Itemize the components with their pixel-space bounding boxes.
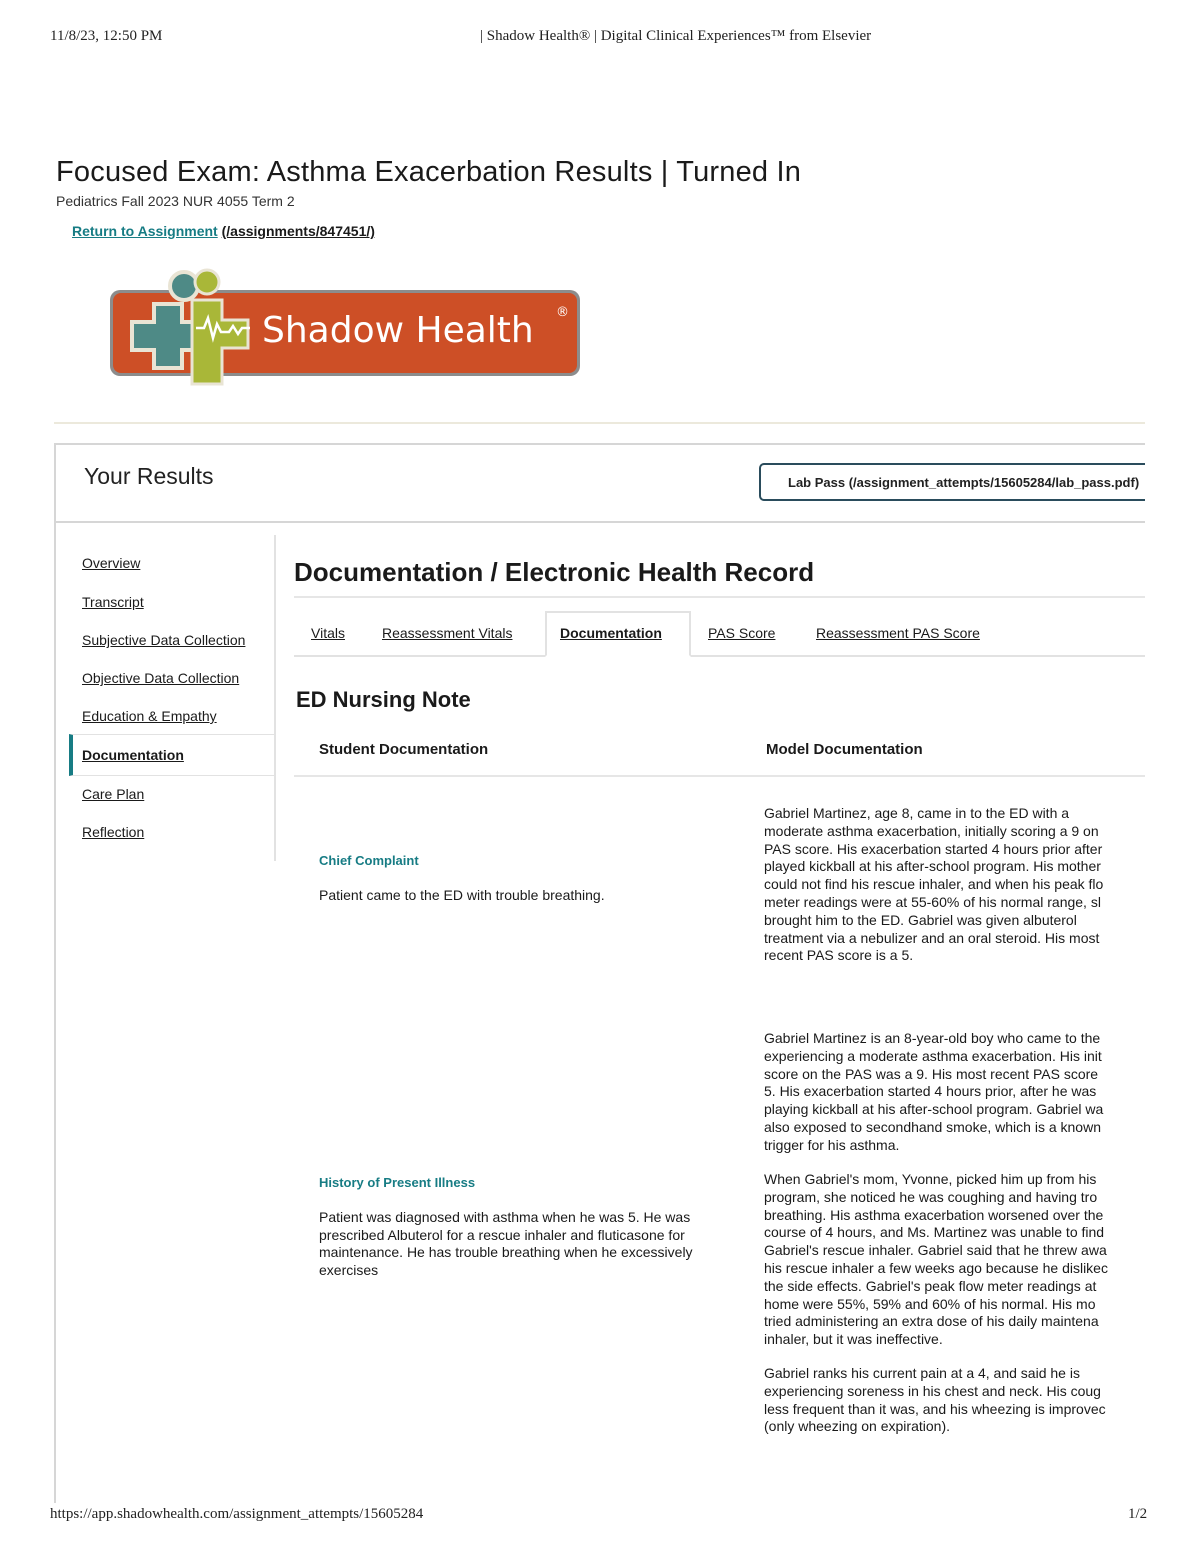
model-line: less frequent than it was, and his wheezing is improvec: [764, 1400, 1106, 1417]
print-url: https://app.shadowhealth.com/assignment_attempts/15605284: [50, 1506, 424, 1522]
hpi-student-text: Patient was diagnosed with asthma when he was 5. He was prescribed Albuterol for a rescue inhaler and fluticasone for maintenance. He has trouble breathing when he excessively exercises: [319, 1209, 693, 1278]
sidebar-item-education-empathy[interactable]: Education & Empathy: [82, 708, 217, 724]
chief-complaint-model-text: [764, 805, 1145, 965]
model-line: PAS score. His exacerbation started 4 hours prior after: [764, 840, 1103, 857]
hpi-model-paragraph-2: [764, 1171, 1145, 1349]
sidebar-item-overview[interactable]: Overview: [82, 555, 141, 571]
sidebar-item-objective-data-collection[interactable]: Objective Data Collection: [82, 670, 240, 686]
model-line: course of 4 hours, and Ms. Martinez was unable to find: [764, 1224, 1105, 1241]
model-line: recent PAS score is a 5.: [764, 947, 914, 964]
model-line: brought him to the ED. Gabriel was given albuterol: [764, 911, 1077, 928]
divider: [294, 775, 1145, 777]
tab-reassessment-vitals[interactable]: Reassessment Vitals: [382, 625, 513, 641]
hpi-label: History of Present Illness: [319, 1175, 476, 1190]
sidebar-item-documentation[interactable]: Documentation: [82, 747, 184, 763]
shadow-health-logo: [104, 268, 586, 396]
model-line: Gabriel Martinez is an 8-year-old boy who came to the: [764, 1030, 1101, 1046]
documentation-title: Documentation / Electronic Health Record: [294, 557, 815, 587]
section-title: ED Nursing Note: [296, 687, 471, 712]
model-line: score on the PAS was a 9. His most recent PAS score: [764, 1065, 1099, 1082]
sidebar-item-subjective-data-collection[interactable]: Subjective Data Collection: [82, 632, 246, 648]
model-line: meter readings were at 55-60% of his normal range, sl: [764, 893, 1101, 910]
sidebar-item-reflection[interactable]: Reflection: [82, 824, 145, 840]
model-line: When Gabriel's mom, Yvonne, picked him up from his: [764, 1171, 1097, 1187]
model-line: playing kickball at his after-school program. Gabriel wa: [764, 1101, 1104, 1118]
tab-pas-score[interactable]: PAS Score: [708, 625, 776, 641]
model-line: experiencing soreness in his chest and neck. His coug: [764, 1382, 1101, 1399]
model-line: also exposed to secondhand smoke, which is a known: [764, 1118, 1101, 1135]
model-line: treatment via a nebulizer and an oral steroid. His most: [764, 929, 1100, 946]
chief-complaint-student-text: Patient came to the ED with trouble breathing.: [319, 887, 605, 903]
return-to-assignment: [72, 223, 375, 239]
results-title: Your Results: [84, 463, 214, 489]
model-line: Gabriel Martinez, age 8, came in to the ED with a: [764, 805, 1070, 821]
tab-reassessment-pas-score[interactable]: Reassessment PAS Score: [816, 625, 980, 641]
model-line: 5. His exacerbation started 4 hours prior, after he was: [764, 1083, 1097, 1100]
model-line: Gabriel ranks his current pain at a 4, and said he is: [764, 1365, 1080, 1381]
model-line: experiencing a moderate asthma exacerbation. His init: [764, 1047, 1102, 1064]
model-line: trigger for his asthma.: [764, 1136, 900, 1153]
model-line: could not find his rescue inhaler, and when his peak flo: [764, 876, 1104, 893]
return-to-assignment-link[interactable]: Return to Assignment: [72, 223, 218, 239]
results-panel: [54, 443, 1145, 1503]
column-header-model: Model Documentation: [766, 741, 923, 758]
results-header: [56, 445, 1145, 523]
model-line: moderate asthma exacerbation, initially scoring a 9 on: [764, 822, 1099, 839]
print-date: 11/8/23, 12:50 PM: [50, 28, 163, 44]
hpi-model-paragraph-1: [764, 1030, 1145, 1155]
hpi-model-paragraph-3: [764, 1365, 1145, 1436]
tab-documentation[interactable]: Documentation: [560, 625, 662, 641]
documentation-tabs: [294, 611, 1145, 657]
model-line: the side effects. Gabriel's peak flow meter readings at: [764, 1277, 1097, 1294]
course-name: Pediatrics Fall 2023 NUR 4055 Term 2: [56, 193, 295, 209]
logo-text: Shadow Health: [262, 310, 534, 351]
model-line: (only wheezing on expiration).: [764, 1418, 950, 1435]
return-path: (/assignments/847451/): [221, 223, 375, 239]
model-line: inhaler, but it was ineffective.: [764, 1331, 943, 1348]
model-line: program, she noticed he was coughing and having tro: [764, 1188, 1098, 1205]
model-line: breathing. His asthma exacerbation worsened over the: [764, 1206, 1104, 1223]
sidebar-item-care-plan[interactable]: Care Plan: [82, 786, 145, 802]
model-line: Gabriel's rescue inhaler. Gabriel said that he threw awa: [764, 1242, 1107, 1259]
model-line: played kickball at his after-school program. His mother: [764, 858, 1101, 875]
lab-pass-button[interactable]: Lab Pass (/assignment_attempts/15605284/lab_pass.pdf): [759, 463, 1145, 501]
page-title: Focused Exam: Asthma Exacerbation Results | Turned In: [56, 156, 802, 188]
divider: [294, 596, 1145, 598]
tab-vitals[interactable]: Vitals: [311, 625, 345, 641]
model-line: tried administering an extra dose of his daily maintena: [764, 1313, 1099, 1330]
model-line: home were 55%, 59% and 60% of his normal. His mo: [764, 1295, 1096, 1312]
sidebar-nav: [56, 535, 276, 861]
print-page-title: | Shadow Health® | Digital Clinical Experiences™ from Elsevier: [480, 28, 872, 44]
chief-complaint-label: Chief Complaint: [319, 853, 419, 868]
logo-registered-mark: ®: [556, 305, 569, 320]
column-header-student: Student Documentation: [319, 741, 489, 758]
divider: [54, 422, 1145, 424]
sidebar-item-transcript[interactable]: Transcript: [82, 594, 144, 610]
model-line: his rescue inhaler a few weeks ago because he dislikec: [764, 1259, 1108, 1276]
print-page-number: 1/2: [1128, 1506, 1148, 1522]
